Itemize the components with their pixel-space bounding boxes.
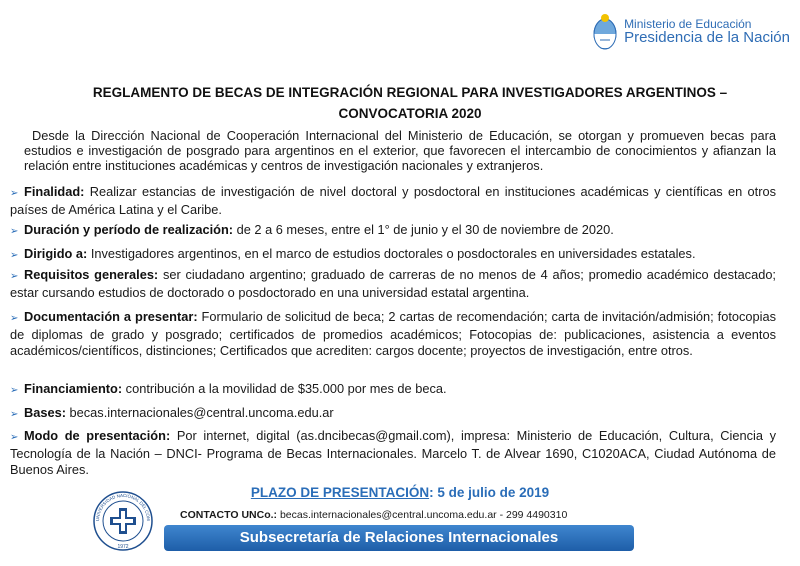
item-text: de 2 a 6 meses, entre el 1° de junio y el 30 de noviembre de 2020. [233, 222, 614, 237]
item-text: contribución a la movilidad de $35.000 por mes de beca. [122, 381, 447, 396]
seal-text: UNIVERSIDAD NACIONAL DEL COM [94, 492, 152, 522]
contact-label: CONTACTO UNCo.: [180, 509, 278, 521]
arrow-bullet-icon: ➢ [10, 409, 19, 420]
item-finalidad [10, 184, 776, 218]
item-label: Documentación a presentar: [24, 309, 198, 324]
item-label: Bases: [24, 405, 66, 420]
item-label: Duración y período de realización: [24, 222, 234, 237]
item-label: Finalidad: [24, 184, 85, 199]
contact-text: becas.internacionales@central.uncoma.edu.ar - 299 4490310 [277, 509, 568, 521]
argentina-shield-icon [592, 12, 618, 52]
subsecretaria-banner: Subsecretaría de Relaciones Internacionales [164, 525, 634, 551]
item-text: Realizar estancias de investigación de nivel doctoral y posdoctoral en instituciones académicas y científicas en otros países de América Latina y el Caribe. [10, 184, 776, 217]
arrow-bullet-icon: ➢ [10, 226, 19, 237]
item-label: Requisitos generales: [24, 267, 159, 282]
item-modo-presentacion [10, 428, 776, 478]
arrow-bullet-icon: ➢ [10, 250, 19, 261]
item-text: becas.internacionales@central.uncoma.edu.ar [65, 405, 334, 420]
arrow-bullet-icon: ➢ [10, 385, 19, 396]
item-bases [10, 405, 776, 423]
item-text: Formulario de solicitud de beca; 2 cartas de recomendación; carta de invitación/admisión; fotocopias de diplomas de grado y posgrado; certificados de promedios académicos; Fotocopias de: publicaciones, asistencia a eventos académicos/científicos, distinciones; Certificados que acrediten: cargos docente; proyectos de investigación, entre otros. [10, 309, 776, 358]
logo-presidency-text: Presidencia de la Nación [624, 29, 790, 47]
item-text: Por internet, digital (as.dncibecas@gmail.com), impresa: Ministerio de Educación, Cultura, Ciencia y Tecnología de la Nación – DNCI- Programa de Becas Internacionales. Marcelo T. de Alvear 1690, C1020ACA, Ciudad Autónoma de Buenos Aires. [10, 428, 776, 477]
arrow-bullet-icon: ➢ [10, 188, 19, 199]
item-documentacion [10, 309, 776, 359]
item-duracion [10, 222, 776, 240]
item-text: Investigadores argentinos, en el marco de estudios doctorales o posdoctorales en universidades estatales. [87, 246, 696, 261]
item-financiamiento [10, 381, 776, 399]
contact-line [180, 509, 567, 521]
item-requisitos [10, 267, 776, 301]
arrow-bullet-icon: ➢ [10, 432, 19, 443]
deadline-value: : 5 de julio de 2019 [429, 485, 550, 500]
item-dirigido [10, 246, 776, 264]
ministry-logo [592, 12, 790, 52]
document-title-line1: REGLAMENTO DE BECAS DE INTEGRACIÓN REGIONAL PARA INVESTIGADORES ARGENTINOS – [92, 85, 728, 100]
arrow-bullet-icon: ➢ [10, 271, 19, 282]
intro-paragraph: Desde la Dirección Nacional de Cooperación Internacional del Ministerio de Educación, se otorgan y promueven becas para estudios e investigación de posgrado para argentinos en el exterior, que favorecen el intercambio de conocimientos y afianzan la relación entre instituciones académicas y centros de investigación nacionales y extranjeros. [24, 128, 776, 174]
deadline [0, 485, 800, 500]
arrow-bullet-icon: ➢ [10, 313, 19, 324]
item-label: Financiamiento: [24, 381, 123, 396]
item-label: Modo de presentación: [24, 428, 171, 443]
logo-ministry-text: Ministerio de Educación [624, 16, 752, 31]
document-title-line2: CONVOCATORIA 2020 [338, 106, 482, 121]
deadline-label: PLAZO DE PRESENTACIÓN [250, 485, 430, 500]
item-text: ser ciudadano argentino; graduado de carreras de no menos de 4 años; promedio académico destacado; estar cursando estudios de doctorado o posdoctorado en una universidad estatal argentina. [10, 267, 776, 300]
seal-year: 1972 [117, 544, 129, 550]
item-label: Dirigido a: [24, 246, 88, 261]
